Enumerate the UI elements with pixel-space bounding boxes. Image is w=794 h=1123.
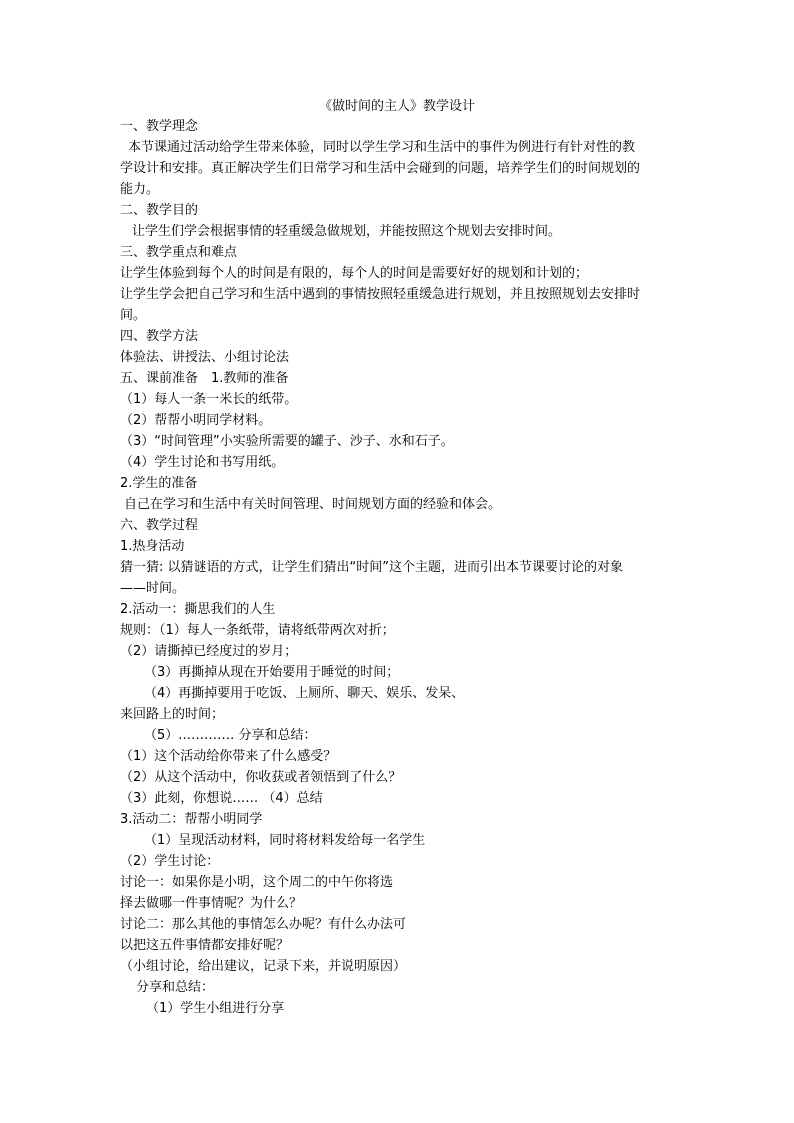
list-item: （4）再撕掉要用于吃饭、上厕所、聊天、娱乐、发呆、 <box>144 686 465 701</box>
list-item: （2）从这个活动中，你收获或者领悟到了什么？ <box>120 770 402 785</box>
section-heading-objective: 二、教学目的 <box>120 203 199 218</box>
paragraph-line: 让学生们学会根据事情的轻重缓急做规划，并能按照这个规划去安排时间。 <box>132 224 562 239</box>
list-item: （1）呈现活动材料，同时将材料发给每一名学生 <box>144 833 426 848</box>
paragraph-line: 猜一猜: 以猜谜语的方式，让学生们猜出“时间”这个主题，进而引出本节课要讨论的对象 <box>120 560 623 575</box>
paragraph-line: 讨论一：如果你是小明，这个周二的中午你将选 <box>120 875 394 890</box>
section-heading-preparation: 五、课前准备 1.教师的准备 <box>120 371 289 386</box>
paragraph-line: 来回路上的时间； <box>120 707 225 722</box>
paragraph-line: 学设计和安排。真正解决学生们日常学习和生活中会碰到的问题，培养学生们的时间规划的 <box>120 161 641 176</box>
paragraph-line: 以把这五件事情都安排好呢？ <box>120 938 290 953</box>
paragraph-line: 本节课通过活动给学生带来体验，同时以学生学习和生活中的事件为例进行有针对性的教 <box>128 140 636 155</box>
subheading: 2.活动一：撕思我们的人生 <box>120 602 276 617</box>
list-item: （3）“时间管理”小实验所需要的罐子、沙子、水和石子。 <box>120 434 454 449</box>
list-item: （3）再撕掉从现在开始要用于睡觉的时间； <box>144 665 400 680</box>
section-heading-process: 六、教学过程 <box>120 518 199 533</box>
subheading: 2.学生的准备 <box>120 476 198 491</box>
paragraph-line: 体验法、讲授法、小组讨论法 <box>120 350 290 365</box>
list-item: （1）学生小组进行分享 <box>146 1001 285 1016</box>
section-heading-philosophy: 一、教学理念 <box>120 119 199 134</box>
section-heading-key-points: 三、教学重点和难点 <box>120 245 238 260</box>
list-item: （1）每人一条一米长的纸带。 <box>120 392 298 407</box>
paragraph-line: 间。 <box>120 308 147 323</box>
list-item: （2）帮帮小明同学材料。 <box>120 413 272 428</box>
list-item: （1）这个活动给你带来了什么感受？ <box>120 749 337 764</box>
paragraph-line: 能力。 <box>120 182 160 197</box>
paragraph-line: （小组讨论，给出建议，记录下来，并说明原因） <box>120 959 407 974</box>
paragraph-line: 择去做哪一件事情呢？为什么？ <box>120 896 303 911</box>
list-item: （4）学生讨论和书写用纸。 <box>120 455 285 470</box>
subheading: 3.活动二：帮帮小明同学 <box>120 812 263 827</box>
list-item: （5）.………… 分享和总结： <box>144 728 317 743</box>
paragraph-line: ——时间。 <box>120 581 186 596</box>
document-title: 《做时间的主人》教学设计 <box>318 99 475 114</box>
paragraph-line: 让学生学会把自己学习和生活中遇到的事情按照轻重缓急进行规划，并且按照规划去安排时 <box>120 287 641 302</box>
paragraph-line: 分享和总结： <box>136 980 215 995</box>
list-item: （3）此刻，你想说…… （4）总结 <box>120 791 323 806</box>
paragraph-line: 讨论二：那么其他的事情怎么办呢？有什么办法可 <box>120 917 407 932</box>
paragraph-line: 让学生体验到每个人的时间是有限的，每个人的时间是需要好好的规划和计划的； <box>120 266 589 281</box>
paragraph-line: 自己在学习和生活中有关时间管理、时间规划方面的经验和体会。 <box>124 497 502 512</box>
list-item: （2）请撕掉已经度过的岁月； <box>120 644 298 659</box>
subheading: 1.热身活动 <box>120 539 185 554</box>
section-heading-methods: 四、教学方法 <box>120 329 199 344</box>
list-item: （2）学生讨论： <box>120 854 220 869</box>
list-item: 规则：（1）每人一条纸带，请将纸带两次对折； <box>120 623 395 638</box>
